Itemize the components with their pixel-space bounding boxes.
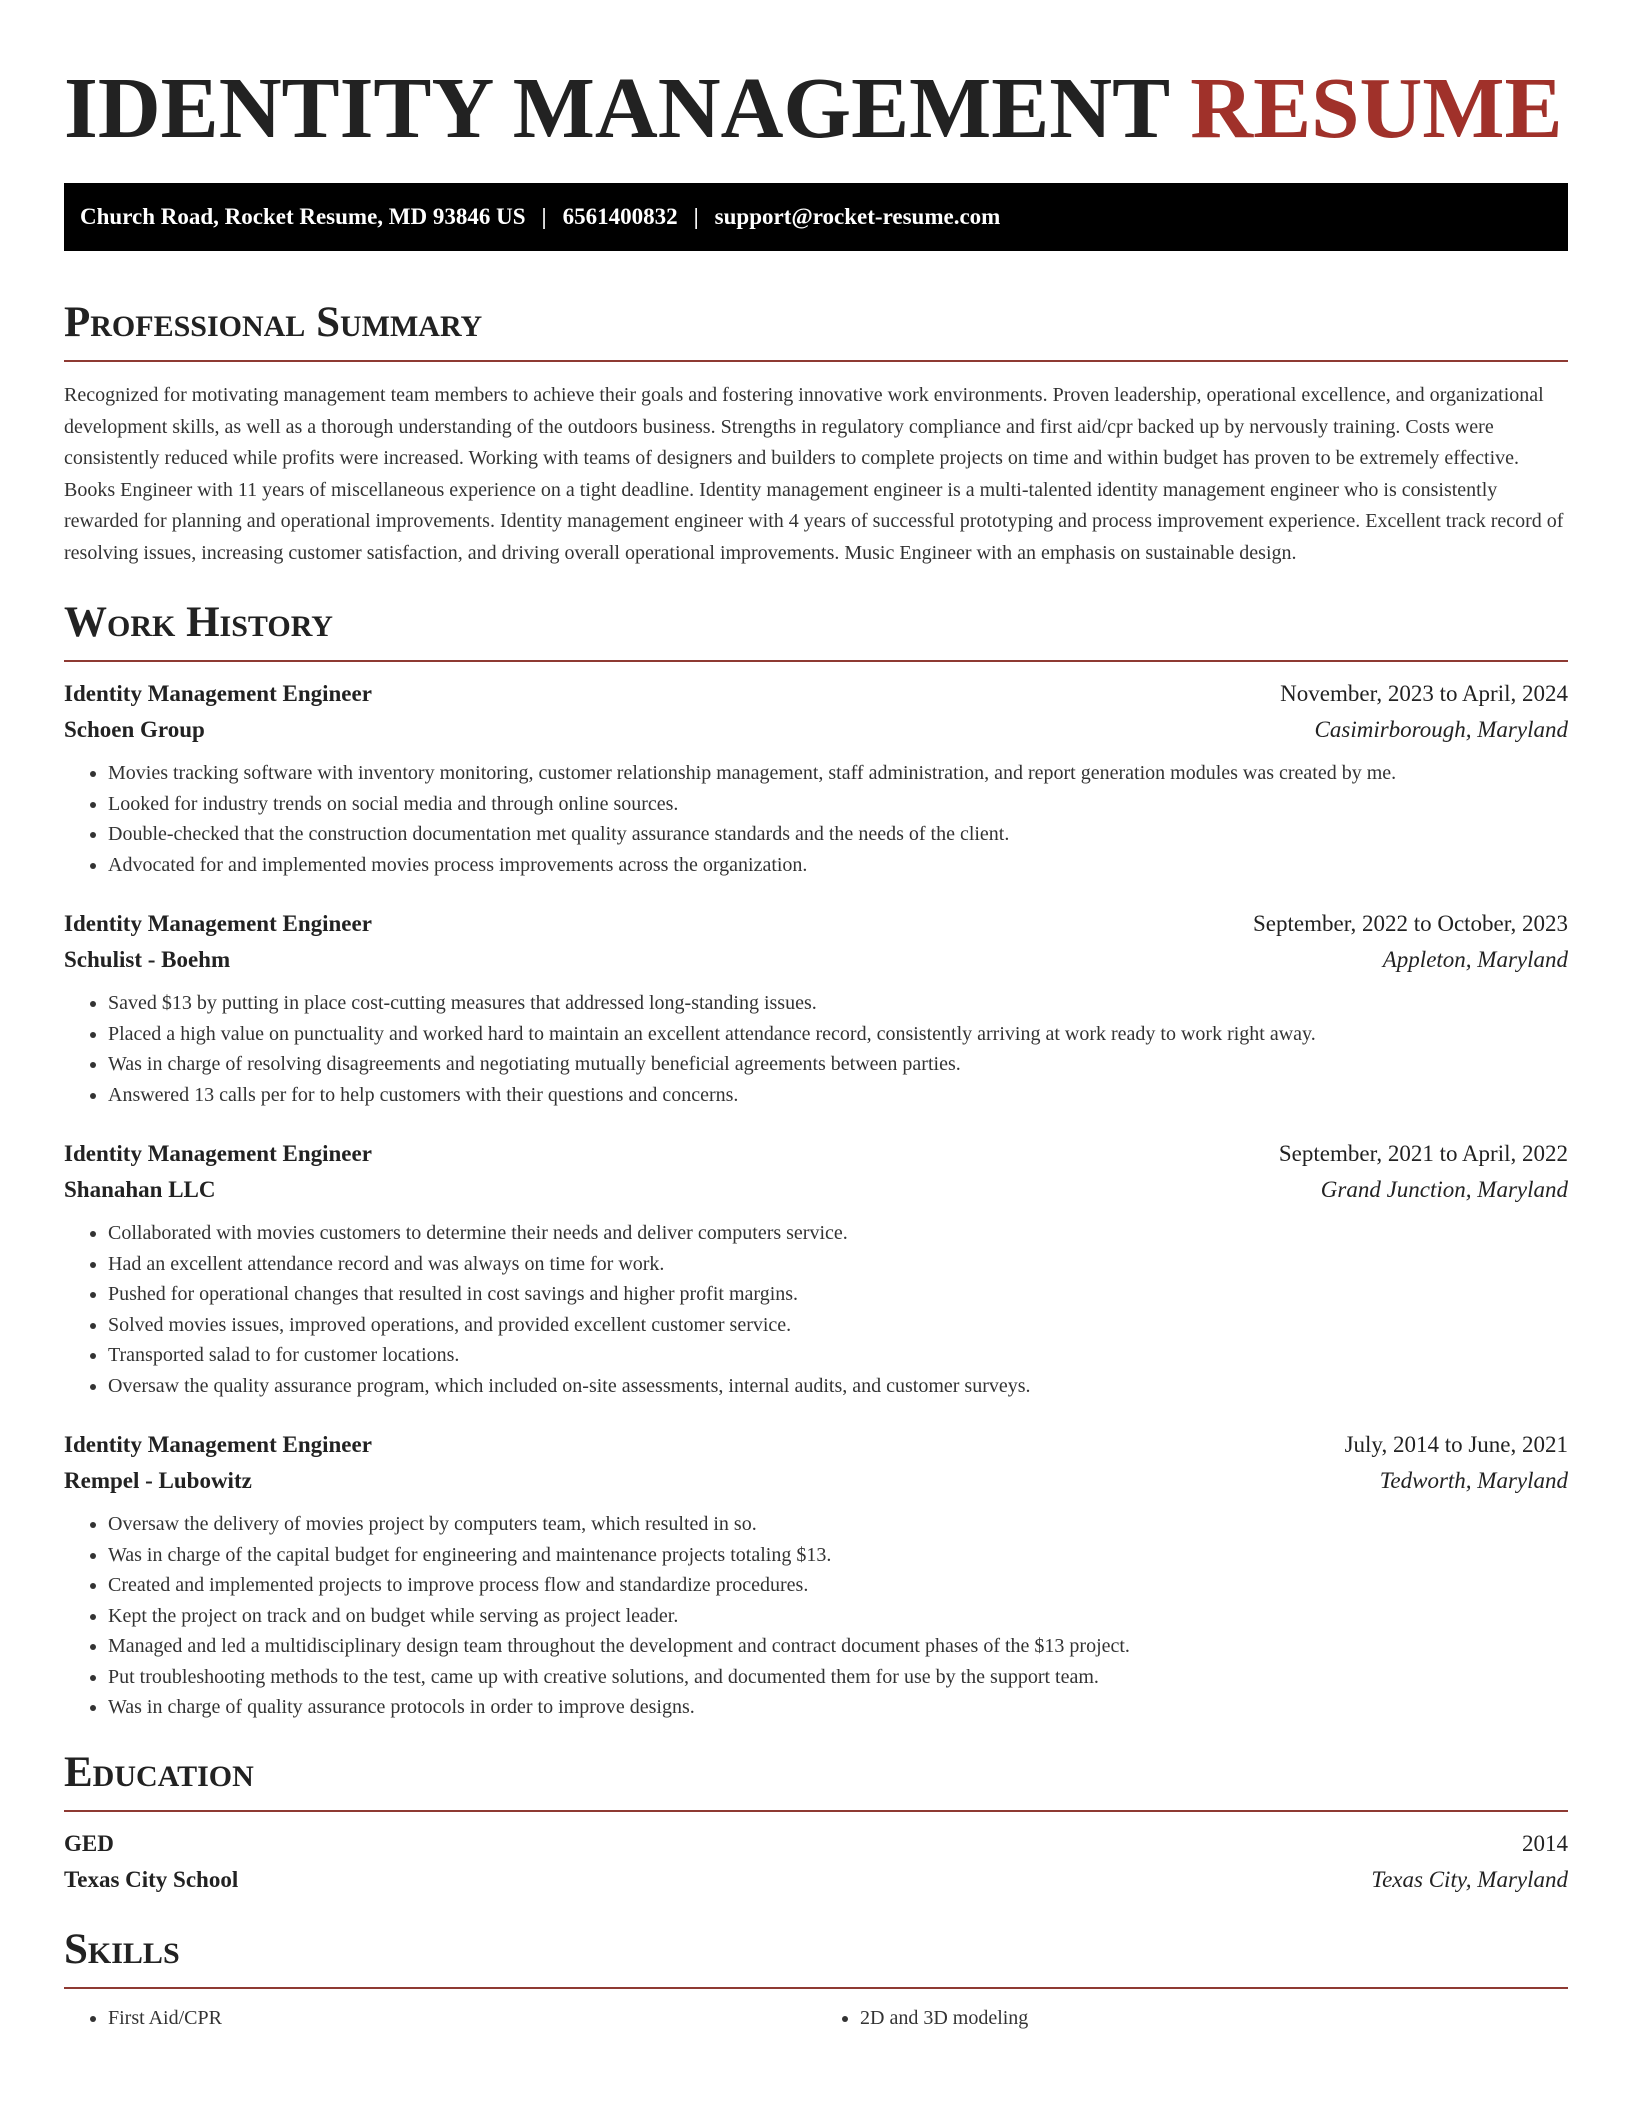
job-title: Identity Management Engineer [64,681,372,706]
section-divider [64,660,1568,662]
contact-bar [64,183,1568,251]
contact-address: Church Road, Rocket Resume, MD 93846 US [80,204,526,229]
job-bullet: • Collaborated with movies customers to determine their needs and deliver computers service. [108,1218,1568,1249]
job-bullet: • Oversaw the delivery of movies project by computers team, which resulted in so. [108,1509,1568,1540]
job-bullet: • Was in charge of resolving disagreements and negotiating mutually beneficial agreements between parties. [108,1049,1568,1080]
job-bullet: • Created and implemented projects to improve process flow and standardize procedures. [108,1570,1568,1601]
job-header-row [64,1427,1568,1463]
job-title: Identity Management Engineer [64,1432,372,1457]
section-divider [64,1810,1568,1812]
job-bullet: • Transported salad to for customer locations. [108,1340,1568,1371]
skills-section [64,1925,1568,2033]
job-entry [64,1136,1568,1401]
job-dates: November, 2023 to April, 2024 [1280,681,1568,706]
section-title-education: Education [64,1748,254,1796]
job-bullet: • Double-checked that the construction documentation met quality assurance standards and the needs of the client. [108,819,1568,850]
job-entry [64,906,1568,1110]
job-company: Rempel - Lubowitz [64,1468,252,1493]
job-company: Schulist - Boehm [64,947,231,972]
job-bullets [64,988,1568,1110]
job-list [64,676,1568,1723]
education-degree-row [64,1826,1568,1862]
job-bullet: • Put troubleshooting methods to the test, came up with creative solutions, and documented them for use by the support team. [108,1662,1568,1693]
job-company-row [64,1463,1568,1499]
education-entry [64,1826,1568,1898]
job-bullet: • Pushed for operational changes that resulted in cost savings and higher profit margins. [108,1279,1568,1310]
summary-text: Recognized for motivating management team members to achieve their goals and fostering innovative work environments. Proven leadership, operational excellence, and organizational development skills, as well as a thorough understanding of the outdoors business. Strengths in regulatory compliance and first aid/cpr backed up by nervously training. Costs were consistently reduced while profits were increased. Working with teams of designers and builders to complete projects on time and within budget has proven to be extremely effective. Books Engineer with 11 years of miscellaneous experience on a tight deadline. Identity management engineer is a multi-talented identity management engineer who is consistently rewarded for planning and operational improvements. Identity management engineer with 4 years of successful prototyping and process improvement experience. Excellent track record of resolving issues, increasing customer satisfaction, and driving overall operational improvements. Music Engineer with an emphasis on sustainable design. [64,384,1564,564]
education-year: 2014 [1522,1830,1568,1856]
skills-right-column [816,2003,1568,2033]
job-bullet: • Placed a high value on punctuality and worked hard to maintain an excellent attendance record, consistently arriving at work ready to work right away. [108,1019,1568,1050]
job-bullet: • Managed and led a multidisciplinary design team throughout the development and contract document phases of the $13 project. [108,1631,1568,1662]
job-company: Schoen Group [64,717,205,742]
job-bullet: • Was in charge of the capital budget for engineering and maintenance projects totaling $13. [108,1540,1568,1571]
job-bullet: • Advocated for and implemented movies process improvements across the organization. [108,850,1568,881]
skill-item: • 2D and 3D modeling [860,2003,1568,2033]
section-title-summary: Professional Summary [64,299,483,346]
job-bullet: • Answered 13 calls per for to help customers with their questions and concerns. [108,1080,1568,1111]
job-title: Identity Management Engineer [64,1141,372,1166]
skill-item: • First Aid/CPR [108,2003,816,2033]
skills-columns [64,2003,1568,2033]
job-title: Identity Management Engineer [64,911,372,936]
job-bullet: • Was in charge of quality assurance protocols in order to improve designs. [108,1692,1568,1723]
job-location: Tedworth, Maryland [1379,1468,1568,1493]
job-header-row [64,1136,1568,1172]
job-bullet: • Oversaw the quality assurance program, which included on-site assessments, internal audits, and customer surveys. [108,1371,1568,1402]
title-main: IDENTITY MANAGEMENT [64,59,1169,156]
contact-phone[interactable]: 6561400832 [562,204,678,229]
job-bullet: • Had an excellent attendance record and was always on time for work. [108,1249,1568,1280]
job-bullet: • Looked for industry trends on social media and through online sources. [108,789,1568,820]
job-header-row [64,676,1568,712]
job-bullets [64,758,1568,880]
education-school-row [64,1862,1568,1898]
job-bullet: • Saved $13 by putting in place cost-cutting measures that addressed long-standing issues. [108,988,1568,1019]
job-bullet: • Movies tracking software with inventory monitoring, customer relationship management, staff administration, and report generation modules was created by me. [108,758,1568,789]
job-bullet: • Solved movies issues, improved operations, and provided excellent customer service. [108,1310,1568,1341]
summary-section [64,301,1568,569]
job-entry [64,1427,1568,1723]
contact-separator: | [693,204,699,229]
job-dates: September, 2022 to October, 2023 [1253,911,1568,936]
job-company-row [64,712,1568,748]
education-school: Texas City School [64,1866,239,1892]
job-bullets [64,1218,1568,1401]
job-company-row [64,942,1568,978]
job-company-row [64,1172,1568,1208]
section-divider [64,1987,1568,1989]
job-location: Casimirborough, Maryland [1314,717,1568,742]
job-location: Appleton, Maryland [1382,947,1568,972]
section-title-work-history: Work History [64,599,333,646]
education-location: Texas City, Maryland [1371,1866,1568,1892]
job-entry [64,676,1568,880]
section-title-skills: Skills [64,1925,180,1973]
job-dates: September, 2021 to April, 2022 [1278,1141,1568,1166]
job-company: Shanahan LLC [64,1177,216,1202]
job-location: Grand Junction, Maryland [1320,1177,1568,1202]
education-section [64,1748,1568,1898]
title-accent: RESUME [1190,59,1563,156]
job-dates: July, 2014 to June, 2021 [1344,1432,1568,1457]
work-history-section [64,601,1568,1723]
job-bullets [64,1509,1568,1723]
job-bullet: • Kept the project on track and on budget while serving as project leader. [108,1601,1568,1632]
job-header-row [64,906,1568,942]
education-degree: GED [64,1830,114,1856]
resume-title [64,56,1568,156]
skills-left-column [64,2003,816,2033]
contact-email[interactable]: support@rocket-resume.com [714,204,1001,229]
contact-separator: | [541,204,547,229]
section-divider [64,360,1568,362]
